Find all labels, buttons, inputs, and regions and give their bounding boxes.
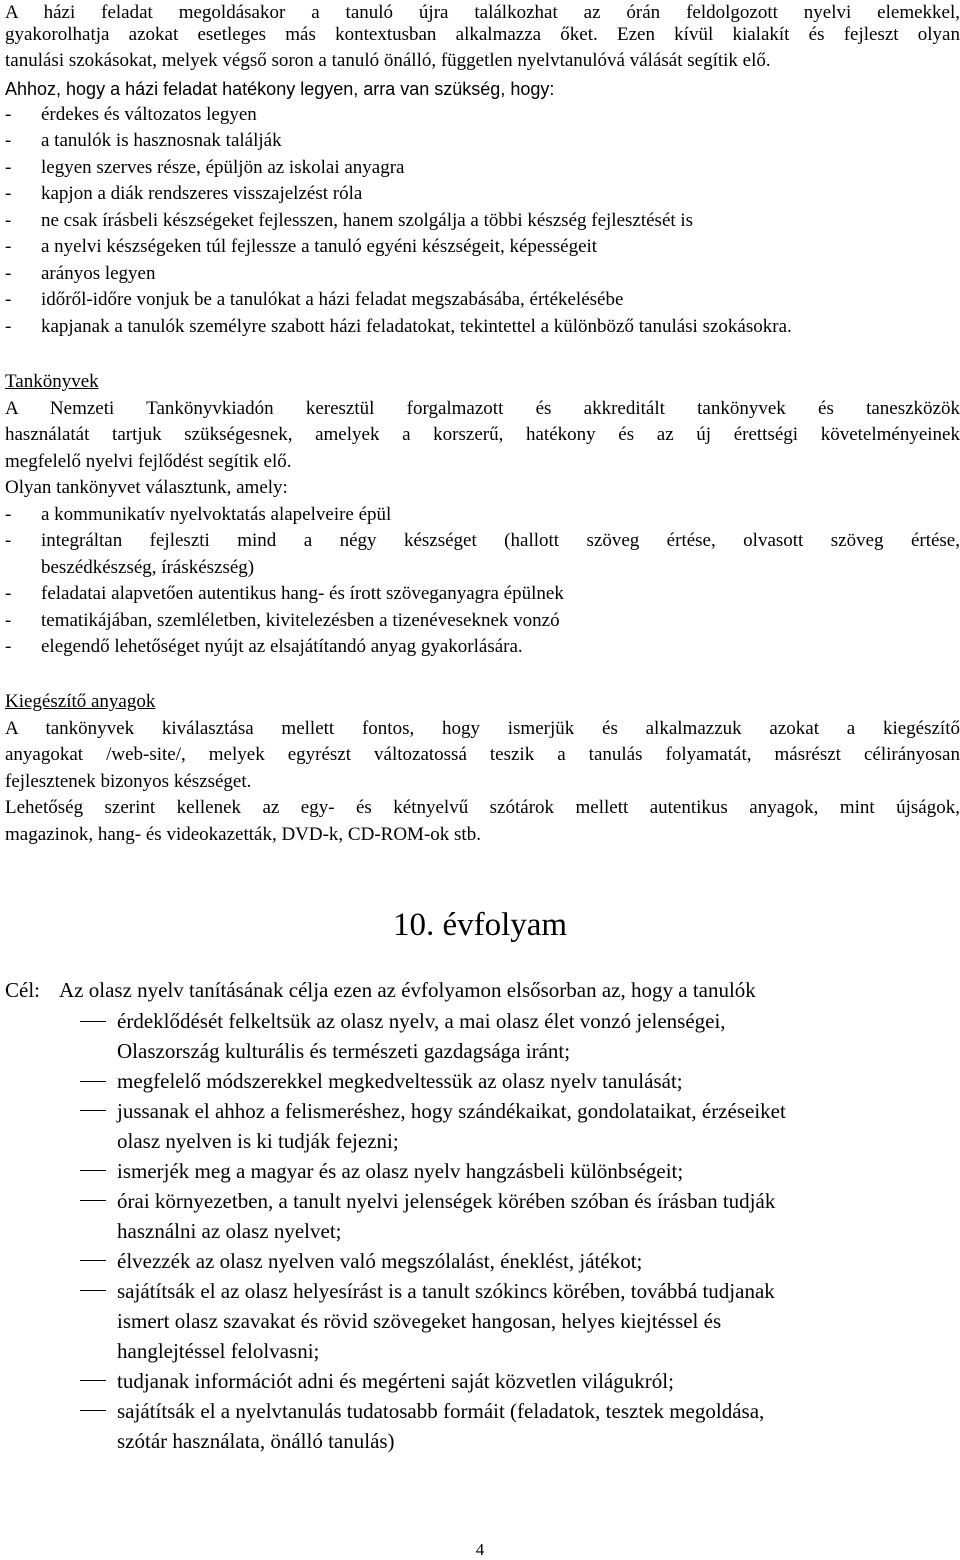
list-item: ne csak írásbeli készségeket fejlesszen, hanem szolgálja a többi készség fejlesztését is	[41, 210, 694, 231]
list-item: a kommunikatív nyelvoktatás alapelveire épül	[41, 504, 392, 525]
textbooks-line: használatát tartjuk szükségesnek, amelyek a korszerű, hatékony és az új érettségi követelményeinek	[5, 424, 960, 445]
list-item: arányos legyen	[41, 263, 156, 284]
list-item: órai környezetben, a tanult nyelvi jelenségek körében szóban és írásban tudják	[117, 1189, 776, 1213]
list-item-continuation: ismert olasz szavakat és rövid szövegeket hangosan, helyes kiejtéssel és	[117, 1309, 722, 1333]
list-item: integráltan fejleszti mind a négy készséget (hallott szöveg értése, olvasott szöveg értése,	[41, 530, 960, 551]
section-heading-textbooks: Tankönyvek	[5, 371, 99, 392]
page-number: 4	[475, 1540, 485, 1559]
list-item: ismerjék meg a magyar és az olasz nyelv hangzásbeli különbségeit;	[117, 1159, 684, 1183]
list-item: tudjanak információt adni és megérteni saját közvetlen világukról;	[117, 1369, 674, 1393]
goal-intro: Az olasz nyelv tanításának célja ezen az évfolyamon elsősorban az, hogy a tanulók	[59, 978, 756, 1002]
homework-intro-line: A házi feladat megoldásakor a tanuló újra találkozhat az órán feldolgozott nyelvi elemekkel,	[5, 2, 960, 23]
list-item: feladatai alapvetően autentikus hang- és írott szöveganyagra épülnek	[41, 583, 564, 604]
list-dash: -	[5, 504, 12, 525]
homework-intro-line: gyakorolhatja azokat esetleges más kontextusban alkalmazza őket. Ezen kívül kialakít és fejleszt olyan	[5, 24, 960, 45]
list-dash	[80, 1081, 106, 1082]
goal-label: Cél:	[5, 978, 40, 1002]
list-item: a nyelvi készségeken túl fejlessze a tanuló egyéni készségeit, képességeit	[41, 236, 598, 257]
list-item: a tanulók is hasznosnak találják	[41, 130, 282, 151]
list-dash: -	[5, 183, 12, 204]
list-dash: -	[5, 583, 12, 604]
list-dash: -	[5, 316, 12, 337]
list-dash	[80, 1021, 106, 1022]
textbooks-line: A Nemzeti Tankönyvkiadón keresztül forgalmazott és akkreditált tankönyvek és taneszközök	[5, 398, 960, 419]
list-item: érdeklődését felkeltsük az olasz nyelv, a mai olasz élet vonzó jelenségei,	[117, 1009, 726, 1033]
list-item-continuation: szótár használata, önálló tanulás)	[117, 1429, 395, 1453]
grade-title: 10. évfolyam	[392, 907, 568, 943]
list-item: időről-időre vonjuk be a tanulókat a házi feladat megszabásába, értékelésébe	[41, 289, 624, 310]
list-item: legyen szerves része, épüljön az iskolai anyagra	[41, 157, 405, 178]
list-dash	[80, 1290, 106, 1291]
supplementary-line: anyagokat /web-site/, melyek egyrészt változatossá teszik a tanulás folyamatát, másrészt célirányosan	[5, 744, 960, 765]
list-dash	[80, 1260, 106, 1261]
homework-intro-line: tanulási szokásokat, melyek végső soron a tanuló önálló, független nyelvtanulóvá válását segítik elő.	[5, 50, 771, 71]
list-item-continuation: hanglejtéssel felolvasni;	[117, 1339, 320, 1363]
list-item-continuation: használni az olasz nyelvet;	[117, 1219, 342, 1243]
textbooks-choice-intro: Olyan tankönyvet választunk, amely:	[5, 477, 288, 498]
list-item: kapjon a diák rendszeres visszajelzést róla	[41, 183, 363, 204]
list-dash: -	[5, 130, 12, 151]
list-dash	[80, 1170, 106, 1171]
list-item: megfelelő módszerekkel megkedveltessük az olasz nyelv tanulását;	[117, 1069, 683, 1093]
list-dash	[80, 1110, 106, 1111]
list-item-continuation: Olaszország kulturális és természeti gazdagsága iránt;	[117, 1039, 571, 1063]
list-dash: -	[5, 636, 12, 657]
list-dash	[80, 1410, 106, 1411]
supplementary-line: magazinok, hang- és videokazetták, DVD-k, CD-ROM-ok stb.	[5, 824, 481, 845]
list-item: tematikájában, szemléletben, kivitelezésben a tizenéveseknek vonzó	[41, 610, 560, 631]
list-item-continuation: olasz nyelven is ki tudják fejezni;	[117, 1129, 399, 1153]
textbooks-line: megfelelő nyelvi fejlődést segítik elő.	[5, 451, 292, 472]
list-item: elegendő lehetőséget nyújt az elsajátítandó anyag gyakorlására.	[41, 636, 523, 657]
list-item: jussanak el ahhoz a felismeréshez, hogy szándékaikat, gondolataikat, érzéseiket	[117, 1099, 786, 1123]
list-item: érdekes és változatos legyen	[41, 104, 257, 125]
list-dash: -	[5, 210, 12, 231]
list-item: sajátítsák el a nyelvtanulás tudatosabb formáit (feladatok, tesztek megoldása,	[117, 1399, 765, 1423]
list-dash: -	[5, 263, 12, 284]
list-dash: -	[5, 236, 12, 257]
list-dash	[80, 1380, 106, 1381]
list-dash: -	[5, 530, 12, 551]
section-heading-supplementary: Kiegészítő anyagok	[5, 691, 156, 712]
list-item-continuation: beszédkészség, íráskészség)	[41, 557, 255, 578]
list-dash: -	[5, 104, 12, 125]
list-item: kapjanak a tanulók személyre szabott házi feladatokat, tekintettel a különböző tanulási szokásokra.	[41, 316, 792, 337]
list-item: sajátítsák el az olasz helyesírást is a tanult szókincs körében, továbbá tudjanak	[117, 1279, 775, 1303]
supplementary-line: fejlesztenek bizonyos készséget.	[5, 771, 252, 792]
supplementary-line: Lehetőség szerint kellenek az egy- és kétnyelvű szótárok mellett autentikus anyagok, mint újságok,	[5, 797, 960, 818]
list-dash: -	[5, 157, 12, 178]
list-dash: -	[5, 289, 12, 310]
supplementary-line: A tankönyvek kiválasztása mellett fontos, hogy ismerjük és alkalmazzuk azokat a kiegészítő	[5, 718, 960, 739]
list-dash	[80, 1200, 106, 1201]
list-item: élvezzék az olasz nyelven való megszólalást, éneklést, játékot;	[117, 1249, 643, 1273]
list-dash: -	[5, 610, 12, 631]
homework-conditions-intro: Ahhoz, hogy a házi feladat hatékony legyen, arra van szükség, hogy:	[5, 79, 555, 99]
